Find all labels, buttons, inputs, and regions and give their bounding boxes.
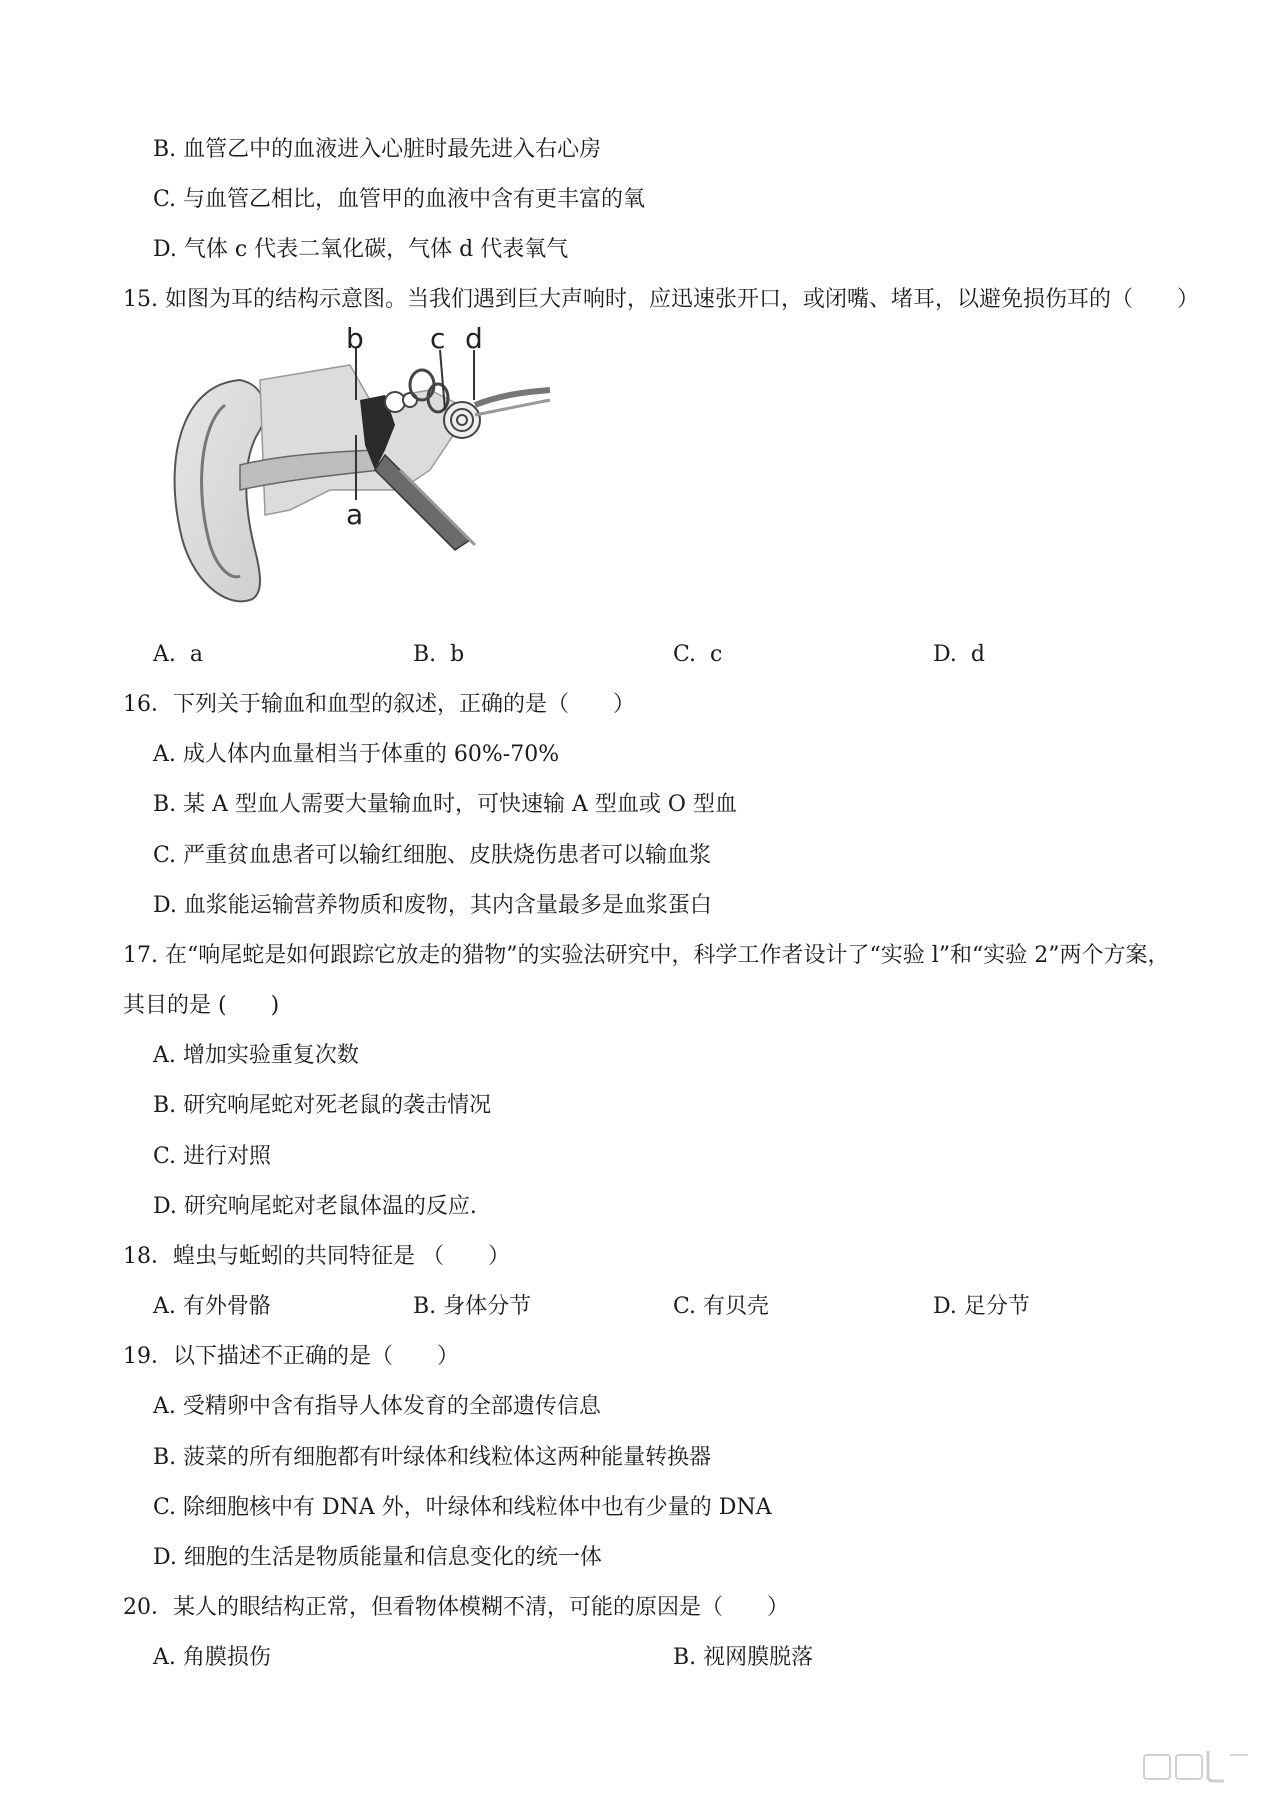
q17-stem-line1: 17. 在“响尾蛇是如何跟踪它放走的猎物”的实验法研究中，科学工作者设计了“实验 l”和“实验 2”两个方案， [123,943,1170,968]
q16-option-c: C. 严重贫血患者可以输红细胞、皮肤烧伤患者可以输血浆 [153,843,712,868]
q18-option-c: C. 有贝壳 [673,1294,770,1319]
figure-label-d: d [465,322,483,355]
q16-stem: 16．下列关于输血和血型的叙述，正确的是（ ） [123,692,635,717]
q17-option-b: B. 研究响尾蛇对死老鼠的袭击情况 [153,1093,492,1118]
ossicle-shape [385,392,405,412]
q20-stem: 20．某人的眼结构正常，但看物体模糊不清，可能的原因是（ ） [123,1595,789,1620]
q18-option-b: B. 身体分节 [413,1294,532,1319]
q19-stem: 19．以下描述不正确的是（ ） [123,1344,459,1369]
q20-option-b: B. 视网膜脱落 [673,1645,814,1670]
q16-option-d: D. 血浆能运输营养物质和废物，其内含量最多是血浆蛋白 [153,893,712,918]
figure-label-c: c [430,322,446,355]
ear-structure-figure [170,322,590,610]
q19-option-b: B. 菠菜的所有细胞都有叶绿体和线粒体这两种能量转换器 [153,1445,712,1470]
q20-option-a: A. 角膜损伤 [153,1645,271,1670]
q19-option-c: C. 除细胞核中有 DNA 外，叶绿体和线粒体中也有少量的 DNA [153,1495,772,1520]
q14-option-d: D. 气体 c 代表二氧化碳，气体 d 代表氧气 [153,237,569,262]
auricle-shape [175,380,265,601]
q17-stem-line2: 其目的是 ( ) [123,993,280,1018]
q18-stem: 18．蝗虫与蚯蚓的共同特征是 （ ） [123,1244,510,1269]
q18-option-d: D. 足分节 [933,1294,1030,1319]
q19-option-a: A. 受精卵中含有指导人体发育的全部遗传信息 [153,1394,601,1419]
q17-option-c: C. 进行对照 [153,1144,272,1169]
figure-label-b: b [346,322,364,355]
q18-option-a: A. 有外骨骼 [153,1294,271,1319]
q15-stem: 15. 如图为耳的结构示意图。当我们遇到巨大声响时，应迅速张开口，或闭嘴、堵耳，以避免损伤耳的（ ） [123,287,1199,312]
q16-option-a: A. 成人体内血量相当于体重的 60%-70% [153,742,560,767]
q16-option-b: B. 某 A 型血人需要大量输血时，可快速输 A 型血或 O 型血 [153,792,737,817]
q17-option-d: D. 研究响尾蛇对老鼠体温的反应. [153,1194,477,1219]
figure-label-a: a [346,498,364,531]
watermark-graphic [1140,1745,1250,1785]
q14-option-c: C. 与血管乙相比，血管甲的血液中含有更丰富的氧 [153,187,646,212]
q14-option-b: B. 血管乙中的血液进入心脏时最先进入右心房 [153,137,602,162]
q19-option-d: D. 细胞的生活是物质能量和信息变化的统一体 [153,1545,602,1570]
q15-option-c: C. c [673,642,723,667]
q15-option-d: D. d [933,642,985,667]
ear-diagram [170,340,590,610]
q17-option-a: A. 增加实验重复次数 [153,1043,359,1068]
q15-option-b: B. b [413,642,465,667]
cochlea-shape [444,402,480,438]
q15-option-a: A. a [153,642,204,667]
